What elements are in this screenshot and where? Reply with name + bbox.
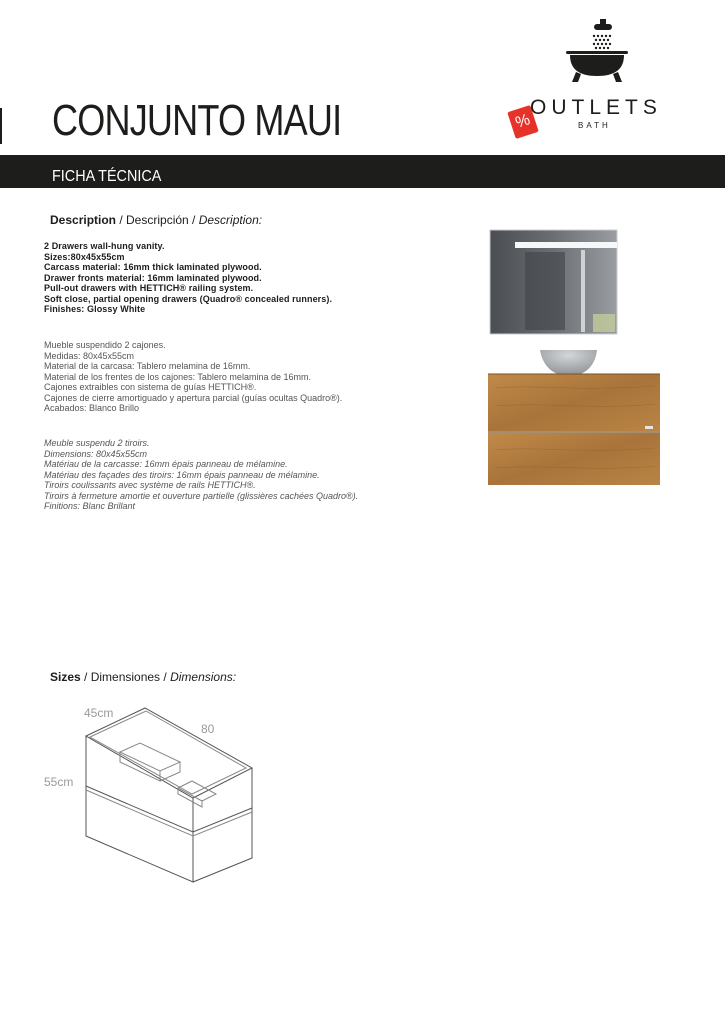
fr-line: Matériau de la carcasse: 16mm épais panneau de mélamine. <box>44 459 288 469</box>
height-label: 55cm <box>44 775 74 789</box>
band-label: FICHA TÉCNICA <box>52 168 162 185</box>
vessel-basin <box>540 350 597 376</box>
discount-tag-icon: % <box>507 105 538 139</box>
vanity-line-drawing <box>40 700 270 890</box>
fr-line: Matériau des façades des tiroirs: 16mm épais panneau de mélamine. <box>44 469 320 480</box>
sizes-heading-fr: Dimensions: <box>170 670 237 684</box>
outlets-bath-logo <box>508 18 668 143</box>
es-line: Mueble suspendido 2 cajones. <box>44 340 166 350</box>
logo-sub-text: BATH <box>578 121 611 130</box>
en-line: 2 Drawers wall-hung vanity. <box>44 241 165 251</box>
en-line: Soft close, partial opening drawers (Quadro® concealed runners). <box>44 293 333 304</box>
en-line: Pull-out drawers with HETTICH® railing system. <box>44 283 254 293</box>
english-description <box>44 241 332 315</box>
dimension-drawing <box>40 700 270 890</box>
french-description <box>44 438 358 512</box>
spanish-description <box>44 340 342 414</box>
description-heading-es: / Descripción / <box>116 213 199 227</box>
bathtub-icon <box>508 18 668 96</box>
description-heading-main: Description <box>50 213 117 227</box>
page-title: CONJUNTO MAUI <box>52 96 342 145</box>
product-image <box>485 228 665 490</box>
fr-line: Finitions: Blanc Brillant <box>44 501 136 511</box>
fr-line: Meuble suspendu 2 tiroirs. <box>44 438 150 448</box>
es-line: Cajones extraibles con sistema de guías HETTICH®. <box>44 382 257 392</box>
fr-line: Tiroirs coulissants avec système de rails HETTICH®. <box>44 480 256 490</box>
en-line: Drawer fronts material: 16mm laminated plywood. <box>44 272 262 283</box>
wood-vanity <box>488 374 660 485</box>
es-line: Acabados: Blanco Brillo <box>44 403 140 413</box>
en-line: Finishes: Glossy White <box>44 304 146 314</box>
depth-label: 45cm <box>84 706 114 720</box>
width-label: 80 <box>201 722 215 736</box>
description-heading-fr: Description: <box>198 213 263 227</box>
fr-line: Tiroirs à fermeture amortie et ouverture partielle (glissières cachées Quadro®). <box>44 490 359 501</box>
sizes-heading-main: Sizes <box>50 670 81 684</box>
en-line: Sizes:80x45x55cm <box>44 251 125 262</box>
es-line: Cajones de cierre amortiguado y apertura parcial (guías ocultas Quadro®). <box>44 392 343 403</box>
es-line: Medidas: 80x45x55cm <box>44 350 135 361</box>
sizes-heading-es: / Dimensiones / <box>80 670 171 684</box>
es-line: Material de la carcasa: Tablero melamina de 16mm. <box>44 361 251 371</box>
en-line: Carcass material: 16mm thick laminated plywood. <box>44 262 262 272</box>
left-edge-mark <box>0 108 2 144</box>
fr-line: Dimensions: 80x45x55cm <box>44 448 148 459</box>
description-heading <box>50 213 262 227</box>
es-line: Material de los frentes de los cajones: Tablero melamina de 16mm. <box>44 371 311 382</box>
sizes-heading <box>50 670 236 684</box>
logo-brand-text: OUTLETS <box>530 96 662 119</box>
mirror-with-light <box>490 230 617 334</box>
